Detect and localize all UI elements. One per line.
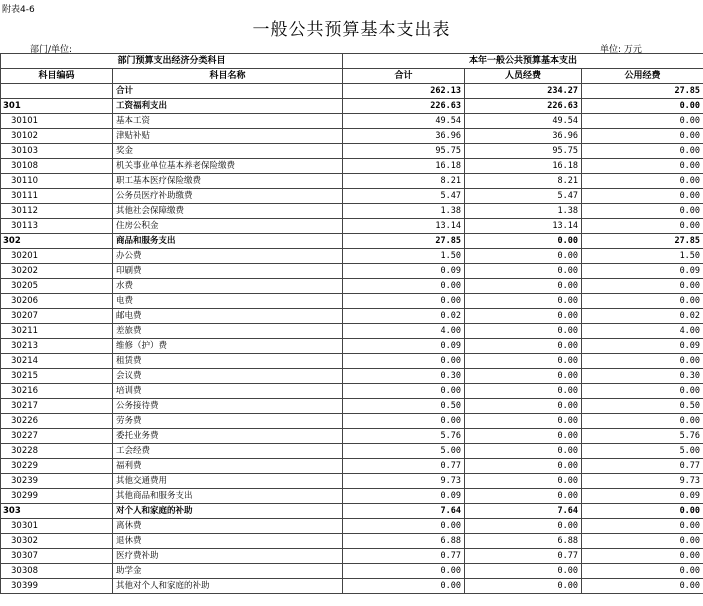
group-header-right: 本年一般公共预算基本支出 xyxy=(343,54,703,69)
row-personnel: 0.00 xyxy=(465,414,582,429)
row-public: 5.76 xyxy=(582,429,703,444)
row-code: 30216 xyxy=(1,384,113,399)
unit-label: 单位: 万元 xyxy=(600,45,642,55)
row-name: 其他对个人和家庭的补助 xyxy=(113,579,343,594)
row-total: 0.09 xyxy=(343,489,465,504)
row-total: 5.47 xyxy=(343,189,465,204)
row-code: 30399 xyxy=(1,579,113,594)
table-row xyxy=(1,264,703,279)
row-total: 0.50 xyxy=(343,399,465,414)
row-code: 30211 xyxy=(1,324,113,339)
row-total: 0.02 xyxy=(343,309,465,324)
row-total: 0.00 xyxy=(343,564,465,579)
row-name: 公务接待费 xyxy=(113,399,343,414)
row-public: 0.00 xyxy=(582,534,703,549)
row-name: 差旅费 xyxy=(113,324,343,339)
row-personnel: 0.00 xyxy=(465,429,582,444)
row-public: 0.00 xyxy=(582,159,703,174)
row-total: 226.63 xyxy=(343,99,465,114)
table-row xyxy=(1,399,703,414)
row-public: 9.73 xyxy=(582,474,703,489)
row-public: 0.09 xyxy=(582,489,703,504)
row-name: 委托业务费 xyxy=(113,429,343,444)
table-row xyxy=(1,369,703,384)
row-public: 0.00 xyxy=(582,279,703,294)
table-row xyxy=(1,189,703,204)
row-code: 30202 xyxy=(1,264,113,279)
row-name: 职工基本医疗保险缴费 xyxy=(113,174,343,189)
row-code: 30205 xyxy=(1,279,113,294)
col-header-code: 科目编码 xyxy=(1,69,113,84)
row-name: 培训费 xyxy=(113,384,343,399)
row-total: 1.50 xyxy=(343,249,465,264)
table-row xyxy=(1,249,703,264)
row-total: 0.00 xyxy=(343,579,465,594)
row-personnel: 0.00 xyxy=(465,519,582,534)
row-personnel: 0.00 xyxy=(465,369,582,384)
row-name: 津贴补贴 xyxy=(113,129,343,144)
row-total: 0.77 xyxy=(343,549,465,564)
table-row xyxy=(1,429,703,444)
table-row xyxy=(1,234,703,249)
row-personnel: 0.00 xyxy=(465,384,582,399)
row-total: 49.54 xyxy=(343,114,465,129)
table-row xyxy=(1,519,703,534)
row-code: 302 xyxy=(1,234,113,249)
row-code: 30207 xyxy=(1,309,113,324)
row-name: 租赁费 xyxy=(113,354,343,369)
row-personnel: 0.00 xyxy=(465,564,582,579)
row-code: 30112 xyxy=(1,204,113,219)
row-total: 95.75 xyxy=(343,144,465,159)
row-public: 0.00 xyxy=(582,144,703,159)
row-total: 0.09 xyxy=(343,264,465,279)
row-public: 0.00 xyxy=(582,384,703,399)
row-public: 0.00 xyxy=(582,99,703,114)
row-personnel: 234.27 xyxy=(465,84,582,99)
row-total: 1.38 xyxy=(343,204,465,219)
table-row xyxy=(1,159,703,174)
table-row xyxy=(1,324,703,339)
row-code: 30213 xyxy=(1,339,113,354)
row-personnel: 0.00 xyxy=(465,309,582,324)
row-code: 30227 xyxy=(1,429,113,444)
col-header-personnel: 人员经费 xyxy=(465,69,582,84)
group-header-left: 部门预算支出经济分类科目 xyxy=(1,54,343,69)
row-public: 27.85 xyxy=(582,84,703,99)
row-public: 0.00 xyxy=(582,549,703,564)
row-personnel: 0.00 xyxy=(465,264,582,279)
row-personnel: 0.00 xyxy=(465,339,582,354)
row-total: 36.96 xyxy=(343,129,465,144)
row-public: 1.50 xyxy=(582,249,703,264)
row-total: 5.76 xyxy=(343,429,465,444)
group-header-row xyxy=(1,54,703,69)
row-personnel: 1.38 xyxy=(465,204,582,219)
row-code: 30108 xyxy=(1,159,113,174)
row-public: 0.00 xyxy=(582,294,703,309)
table-row xyxy=(1,474,703,489)
row-personnel: 0.00 xyxy=(465,459,582,474)
row-code: 30226 xyxy=(1,414,113,429)
table-row xyxy=(1,384,703,399)
dept-label: 部门/单位: xyxy=(30,45,73,55)
row-code: 30215 xyxy=(1,369,113,384)
col-header-total: 合计 xyxy=(343,69,465,84)
row-name: 工资福利支出 xyxy=(113,99,343,114)
row-name: 办公费 xyxy=(113,249,343,264)
row-code: 30217 xyxy=(1,399,113,414)
row-code: 301 xyxy=(1,99,113,114)
row-public: 0.00 xyxy=(582,219,703,234)
row-personnel: 36.96 xyxy=(465,129,582,144)
row-total: 4.00 xyxy=(343,324,465,339)
row-total: 0.00 xyxy=(343,354,465,369)
row-total: 0.77 xyxy=(343,459,465,474)
row-name: 奖金 xyxy=(113,144,343,159)
row-personnel: 0.00 xyxy=(465,444,582,459)
row-code: 30206 xyxy=(1,294,113,309)
table-row xyxy=(1,534,703,549)
row-total: 6.88 xyxy=(343,534,465,549)
row-name: 合计 xyxy=(113,84,343,99)
row-name: 退休费 xyxy=(113,534,343,549)
row-total: 8.21 xyxy=(343,174,465,189)
row-public: 0.00 xyxy=(582,414,703,429)
row-total: 0.00 xyxy=(343,414,465,429)
row-name: 其他商品和服务支出 xyxy=(113,489,343,504)
row-code: 30101 xyxy=(1,114,113,129)
table-row xyxy=(1,279,703,294)
table-row xyxy=(1,354,703,369)
row-name: 印刷费 xyxy=(113,264,343,279)
row-name: 住房公积金 xyxy=(113,219,343,234)
row-public: 0.00 xyxy=(582,189,703,204)
row-code xyxy=(1,84,113,99)
col-header-name: 科目名称 xyxy=(113,69,343,84)
row-public: 5.00 xyxy=(582,444,703,459)
row-name: 公务员医疗补助缴费 xyxy=(113,189,343,204)
row-code: 30214 xyxy=(1,354,113,369)
row-personnel: 0.00 xyxy=(465,354,582,369)
row-code: 30307 xyxy=(1,549,113,564)
row-name: 水费 xyxy=(113,279,343,294)
page-title: 一般公共预算基本支出表 xyxy=(252,20,451,40)
expenditure-table xyxy=(0,53,703,594)
row-personnel: 5.47 xyxy=(465,189,582,204)
row-name: 邮电费 xyxy=(113,309,343,324)
row-personnel: 0.00 xyxy=(465,249,582,264)
row-name: 劳务费 xyxy=(113,414,343,429)
row-public: 0.00 xyxy=(582,579,703,594)
row-public: 0.09 xyxy=(582,264,703,279)
col-header-public: 公用经费 xyxy=(582,69,703,84)
row-code: 30229 xyxy=(1,459,113,474)
attachment-label: 附表4-6 xyxy=(2,5,35,15)
row-total: 13.14 xyxy=(343,219,465,234)
row-code: 30228 xyxy=(1,444,113,459)
row-total: 16.18 xyxy=(343,159,465,174)
row-total: 0.00 xyxy=(343,294,465,309)
table-row xyxy=(1,414,703,429)
table-row xyxy=(1,579,703,594)
table-row xyxy=(1,504,703,519)
row-public: 0.77 xyxy=(582,459,703,474)
row-personnel: 0.00 xyxy=(465,294,582,309)
row-personnel: 0.00 xyxy=(465,234,582,249)
row-public: 0.00 xyxy=(582,519,703,534)
row-total: 7.64 xyxy=(343,504,465,519)
row-name: 对个人和家庭的补助 xyxy=(113,504,343,519)
row-personnel: 6.88 xyxy=(465,534,582,549)
row-name: 离休费 xyxy=(113,519,343,534)
row-code: 30239 xyxy=(1,474,113,489)
table-row xyxy=(1,309,703,324)
table-row xyxy=(1,294,703,309)
row-public: 27.85 xyxy=(582,234,703,249)
row-code: 30201 xyxy=(1,249,113,264)
row-name: 工会经费 xyxy=(113,444,343,459)
row-public: 0.00 xyxy=(582,174,703,189)
row-public: 0.00 xyxy=(582,354,703,369)
table-row xyxy=(1,129,703,144)
row-public: 0.00 xyxy=(582,114,703,129)
row-name: 商品和服务支出 xyxy=(113,234,343,249)
row-personnel: 16.18 xyxy=(465,159,582,174)
row-name: 助学金 xyxy=(113,564,343,579)
row-name: 其他交通费用 xyxy=(113,474,343,489)
table-row xyxy=(1,339,703,354)
table-row xyxy=(1,549,703,564)
table-row xyxy=(1,489,703,504)
table-row xyxy=(1,564,703,579)
row-public: 0.50 xyxy=(582,399,703,414)
row-name: 福利费 xyxy=(113,459,343,474)
table-row xyxy=(1,144,703,159)
row-personnel: 0.00 xyxy=(465,489,582,504)
row-total: 262.13 xyxy=(343,84,465,99)
row-personnel: 8.21 xyxy=(465,174,582,189)
row-name: 其他社会保障缴费 xyxy=(113,204,343,219)
row-code: 30302 xyxy=(1,534,113,549)
row-personnel: 95.75 xyxy=(465,144,582,159)
row-name: 电费 xyxy=(113,294,343,309)
table-row xyxy=(1,459,703,474)
row-public: 0.09 xyxy=(582,339,703,354)
row-total: 0.09 xyxy=(343,339,465,354)
table-row xyxy=(1,444,703,459)
row-total: 5.00 xyxy=(343,444,465,459)
row-public: 0.30 xyxy=(582,369,703,384)
row-code: 30102 xyxy=(1,129,113,144)
row-public: 4.00 xyxy=(582,324,703,339)
table-row xyxy=(1,204,703,219)
row-personnel: 0.00 xyxy=(465,324,582,339)
row-code: 30111 xyxy=(1,189,113,204)
table-row xyxy=(1,99,703,114)
row-total: 0.30 xyxy=(343,369,465,384)
row-total: 0.00 xyxy=(343,384,465,399)
table-row xyxy=(1,219,703,234)
row-personnel: 0.00 xyxy=(465,279,582,294)
row-public: 0.00 xyxy=(582,504,703,519)
row-personnel: 0.00 xyxy=(465,399,582,414)
row-personnel: 0.00 xyxy=(465,474,582,489)
table-row xyxy=(1,174,703,189)
row-personnel: 0.00 xyxy=(465,579,582,594)
row-total: 27.85 xyxy=(343,234,465,249)
row-code: 30308 xyxy=(1,564,113,579)
row-name: 机关事业单位基本养老保险缴费 xyxy=(113,159,343,174)
row-public: 0.00 xyxy=(582,204,703,219)
table-row xyxy=(1,84,703,99)
row-public: 0.00 xyxy=(582,129,703,144)
row-code: 30103 xyxy=(1,144,113,159)
row-total: 0.00 xyxy=(343,279,465,294)
row-code: 30113 xyxy=(1,219,113,234)
row-code: 30301 xyxy=(1,519,113,534)
row-name: 会议费 xyxy=(113,369,343,384)
row-code: 30110 xyxy=(1,174,113,189)
row-total: 0.00 xyxy=(343,519,465,534)
row-public: 0.00 xyxy=(582,564,703,579)
row-personnel: 226.63 xyxy=(465,99,582,114)
row-code: 30299 xyxy=(1,489,113,504)
row-name: 维修（护）费 xyxy=(113,339,343,354)
row-personnel: 7.64 xyxy=(465,504,582,519)
row-personnel: 0.77 xyxy=(465,549,582,564)
row-name: 基本工资 xyxy=(113,114,343,129)
row-public: 0.02 xyxy=(582,309,703,324)
row-total: 9.73 xyxy=(343,474,465,489)
row-personnel: 49.54 xyxy=(465,114,582,129)
table-row xyxy=(1,114,703,129)
column-header-row xyxy=(1,69,703,84)
row-personnel: 13.14 xyxy=(465,219,582,234)
row-code: 303 xyxy=(1,504,113,519)
row-name: 医疗费补助 xyxy=(113,549,343,564)
